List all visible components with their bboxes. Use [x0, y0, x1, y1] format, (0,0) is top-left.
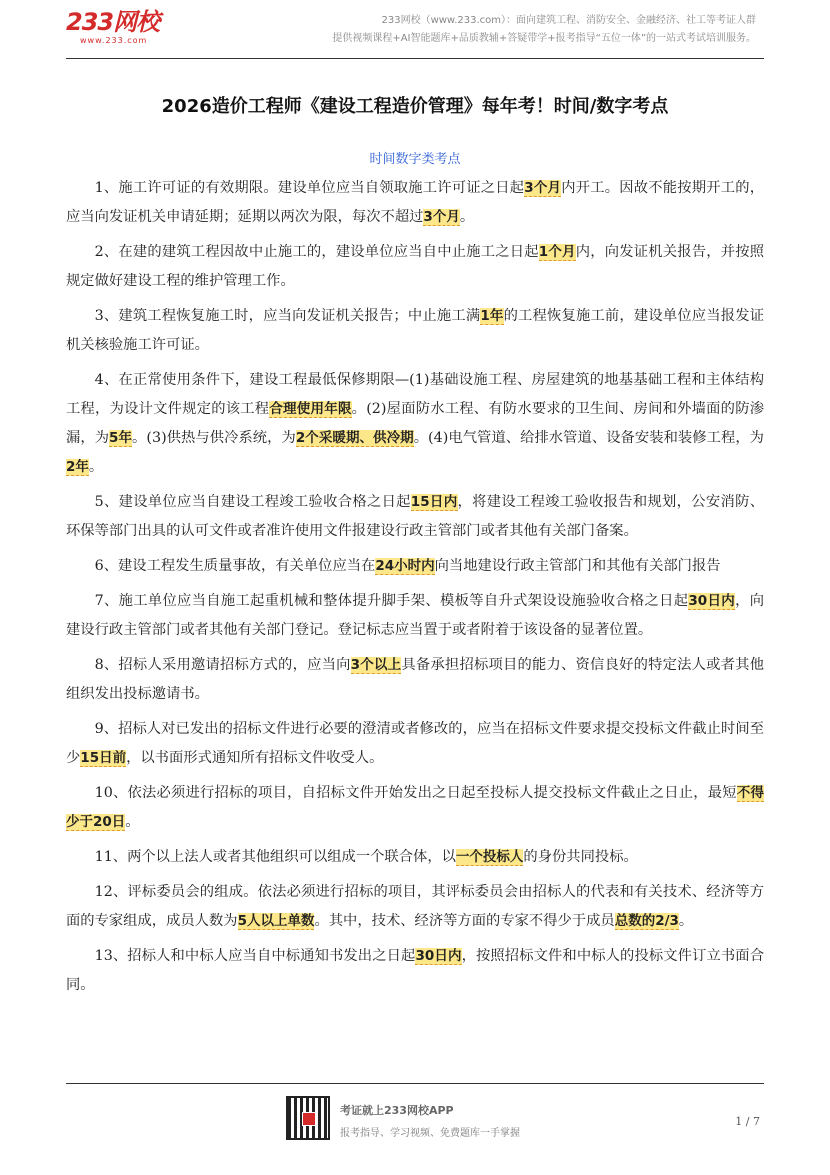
highlighted-key-term: 2年 [66, 459, 89, 475]
paragraph-text: 的工程恢复施工前，建设单位应当报发证机关核验施工许可证。 [66, 308, 765, 353]
paragraph-11 [66, 843, 764, 872]
highlighted-key-term: 合理使用年限 [269, 401, 352, 417]
paragraph-text: 10、依法必须进行招标的项目，自招标文件开始发出之日起至投标人提交投标文件截止之日止，最短 [94, 785, 737, 801]
paragraph-text: 。(3)供热与供冷系统，为 [132, 430, 296, 446]
paragraph-2 [66, 238, 764, 296]
paragraph-text: 4、在正常使用条件下，建设工程最低保修期限—(1)基础设施工程、房屋建筑的地基基础工程和主体结构工程，为设计文件规定的该工程 [66, 372, 764, 417]
qr-code-icon [286, 1096, 330, 1140]
paragraph-text: 。其中，技术、经济等方面的专家不得少于成员 [314, 913, 615, 929]
paragraph-10 [66, 779, 764, 837]
highlighted-key-term: 不得少于20日 [66, 785, 764, 830]
logo [66, 8, 159, 45]
paragraph-text: 11、两个以上法人或者其他组织可以组成一个联合体，以 [94, 849, 456, 865]
highlighted-key-term: 1个月 [538, 244, 576, 260]
highlighted-key-term: 5年 [109, 430, 133, 446]
paragraph-text: ，按照招标文件和中标人的投标文件订立书面合同。 [66, 948, 764, 993]
highlighted-key-term: 3个月 [423, 209, 460, 225]
page-number: 1 / 7 [735, 1115, 760, 1128]
highlighted-key-term: 3个月 [524, 180, 562, 196]
paragraph-3 [66, 302, 764, 360]
page-header [0, 0, 830, 62]
highlighted-key-term: 2个采暖期、供冷期 [295, 430, 414, 446]
highlighted-key-term: 3个以上 [350, 657, 402, 673]
paragraph-text: 6、建设工程发生质量事故，有关单位应当在 [94, 558, 376, 574]
paragraph-text: ，向建设行政主管部门或者其他有关部门登记。登记标志应当置于或者附着于该设备的显著位置。 [66, 593, 764, 638]
paragraph-6 [66, 552, 764, 581]
paragraph-text: 12、评标委员会的组成。依法必须进行招标的项目，其评标委员会由招标人的代表和有关技术、经济等方面的专家组成，成员人数为 [66, 884, 764, 929]
paragraph-text: 2、在建的建筑工程因故中止施工的，建设单位应当自中止施工之日起 [94, 244, 539, 260]
paragraph-9 [66, 715, 764, 773]
paragraph-text: 。 [459, 209, 475, 225]
paragraph-text: 9、招标人对已发出的招标文件进行必要的澄清或者修改的，应当在招标文件要求提交投标文件截止时间至少 [66, 721, 764, 766]
highlighted-key-term: 30日内 [415, 948, 462, 964]
paragraph-text: 内开工。因故不能按期开工的，应当向发证机关申请延期；延期以两次为限，每次不超过 [66, 180, 765, 225]
paragraph-text: 向当地建设行政主管部门和其他有关部门报告 [434, 558, 721, 574]
tagline-line-1: 233网校（www.233.com）：面向建筑工程、消防安全、金融经济、社工等考证人群 [381, 15, 756, 26]
document-body [66, 174, 764, 1006]
paragraph-12 [66, 878, 764, 936]
highlighted-key-term: 15日前 [80, 750, 127, 766]
paragraph-text: 。 [88, 459, 104, 475]
paragraph-text: 7、施工单位应当自施工起重机械和整体提升脚手架、模板等自升式架设设施验收合格之日起 [94, 593, 689, 609]
highlighted-key-term: 总数的2/3 [614, 913, 679, 929]
paragraph-text: 13、招标人和中标人应当自中标通知书发出之日起 [94, 948, 416, 964]
footer-app-promo: 考证就上233网校APP [340, 1104, 454, 1117]
footer-app-description: 报考指导、学习视频、免费题库一手掌握 [340, 1128, 520, 1139]
highlighted-key-term: 5人以上单数 [237, 913, 315, 929]
paragraph-7 [66, 587, 764, 645]
logo-url: www.233.com [80, 36, 148, 45]
logo-text: 233网校 [66, 8, 160, 36]
paragraph-text: 。(2)屋面防水工程、有防水要求的卫生间、房间和外墙面的防渗漏，为 [66, 401, 765, 446]
paragraph-text: ，将建设工程竣工验收报告和规划，公安消防、环保等部门出具的认可文件或者准许使用文件报建设行政主管部门或者其他有关部门备案。 [66, 494, 764, 539]
tagline-line-2: 提供视频课程+AI智能题库+品质教辅+答疑带学+报考指导“五位一体”的一站式考试培训服务。 [332, 33, 756, 44]
paragraph-8 [66, 651, 764, 709]
paragraph-text: 。 [678, 913, 694, 929]
highlighted-key-term: 24小时内 [375, 558, 435, 574]
footer-divider [66, 1083, 764, 1084]
paragraph-text: 1、施工许可证的有效期限。建设单位应当自领取施工许可证之日起 [94, 180, 525, 196]
highlighted-key-term: 30日内 [688, 593, 736, 609]
paragraph-text: 5、建设单位应当自建设工程竣工验收合格之日起 [94, 494, 411, 510]
highlighted-key-term: 一个投标人 [455, 849, 524, 865]
header-divider [66, 58, 764, 59]
paragraph-text: 具备承担招标项目的能力、资信良好的特定法人或者其他组织发出投标邀请书。 [66, 657, 764, 702]
paragraph-text: 内，向发证机关报告，并按照规定做好建设工程的维护管理工作。 [66, 244, 765, 289]
highlighted-key-term: 1年 [480, 308, 504, 324]
paragraph-text: ，以书面形式通知所有招标文件收受人。 [126, 750, 384, 766]
paragraph-text: 。 [125, 814, 140, 830]
paragraph-text: 8、招标人采用邀请招标方式的，应当向 [94, 657, 351, 673]
paragraph-text: 的身份共同投标。 [523, 849, 638, 865]
paragraph-4 [66, 366, 764, 482]
header-tagline [332, 12, 756, 48]
section-subtitle: 时间数字类考点 [369, 152, 461, 167]
document-title: 2026造价工程师《建设工程造价管理》每年考！时间/数字考点 [161, 96, 669, 117]
paragraph-text: 3、建筑工程恢复施工时，应当向发证机关报告；中止施工满 [94, 308, 481, 324]
paragraph-5 [66, 488, 764, 546]
paragraph-13 [66, 942, 764, 1000]
paragraph-1 [66, 174, 764, 232]
highlighted-key-term: 15日内 [410, 494, 458, 510]
paragraph-text: 。(4)电气管道、给排水管道、设备安装和装修工程，为 [413, 430, 764, 446]
